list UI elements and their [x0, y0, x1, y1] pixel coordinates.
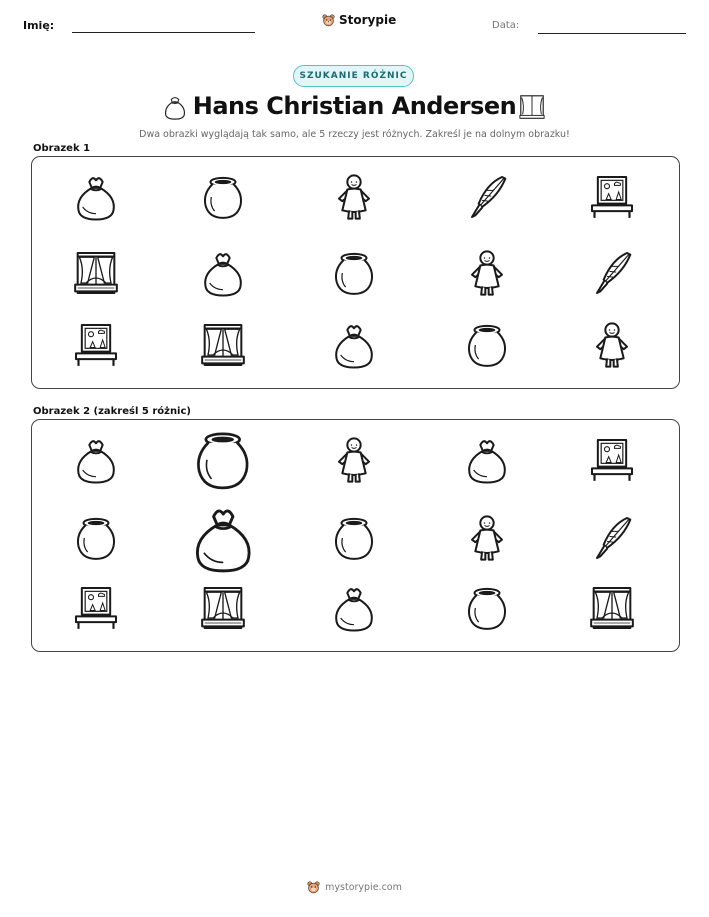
pot-icon[interactable] — [189, 426, 257, 494]
sack-icon — [161, 92, 189, 122]
window-icon[interactable] — [198, 583, 248, 633]
picture1-label: Obrazek 1 — [33, 143, 91, 154]
brand-name: Storypie — [339, 13, 397, 27]
picture2-label: Obrazek 2 (zakreśl 5 różnic) — [33, 406, 191, 417]
name-line[interactable] — [72, 32, 255, 33]
pot-icon[interactable] — [329, 248, 379, 298]
footer-link[interactable]: mystorypie.com — [325, 882, 402, 893]
instructions: Dwa obrazki wyglądają tak samo, ale 5 rzeczy jest różnych. Zakreśl je na dolnym obrazku! — [139, 129, 570, 140]
brand-logo — [322, 13, 396, 27]
doll-icon[interactable] — [329, 435, 379, 485]
pot-icon[interactable] — [71, 513, 121, 563]
bear-logo-icon — [307, 881, 320, 894]
name-label: Imię: — [23, 19, 55, 32]
sack-icon[interactable] — [462, 435, 512, 485]
quill-icon[interactable] — [462, 172, 512, 222]
quill-icon[interactable] — [587, 248, 637, 298]
bear-logo-icon — [322, 14, 335, 27]
window-icon — [518, 93, 546, 121]
pot-icon[interactable] — [198, 172, 248, 222]
page-title — [0, 92, 709, 120]
quill-icon[interactable] — [587, 513, 637, 563]
sack-icon[interactable] — [329, 583, 379, 633]
date-line[interactable] — [538, 33, 686, 34]
picture-bench-icon[interactable] — [71, 583, 121, 633]
picture-bench-icon[interactable] — [587, 172, 637, 222]
activity-badge: SZUKANIE RÓŻNIC — [293, 65, 414, 87]
sack-icon[interactable] — [329, 320, 379, 370]
window-icon[interactable] — [198, 320, 248, 370]
footer — [0, 881, 709, 894]
pot-icon[interactable] — [462, 583, 512, 633]
window-icon[interactable] — [71, 248, 121, 298]
doll-icon[interactable] — [587, 320, 637, 370]
picture-bench-icon[interactable] — [71, 320, 121, 370]
date-label: Data: — [492, 20, 520, 31]
sack-icon[interactable] — [71, 172, 121, 222]
sack-icon[interactable] — [198, 248, 248, 298]
sack-icon[interactable] — [71, 435, 121, 485]
doll-icon[interactable] — [462, 248, 512, 298]
doll-icon[interactable] — [462, 513, 512, 563]
page-title-text: Hans Christian Andersen — [192, 92, 517, 120]
doll-icon[interactable] — [329, 172, 379, 222]
picture-bench-icon[interactable] — [587, 435, 637, 485]
sack-icon[interactable] — [187, 502, 260, 575]
window-icon[interactable] — [587, 583, 637, 633]
pot-icon[interactable] — [462, 320, 512, 370]
pot-icon[interactable] — [329, 513, 379, 563]
